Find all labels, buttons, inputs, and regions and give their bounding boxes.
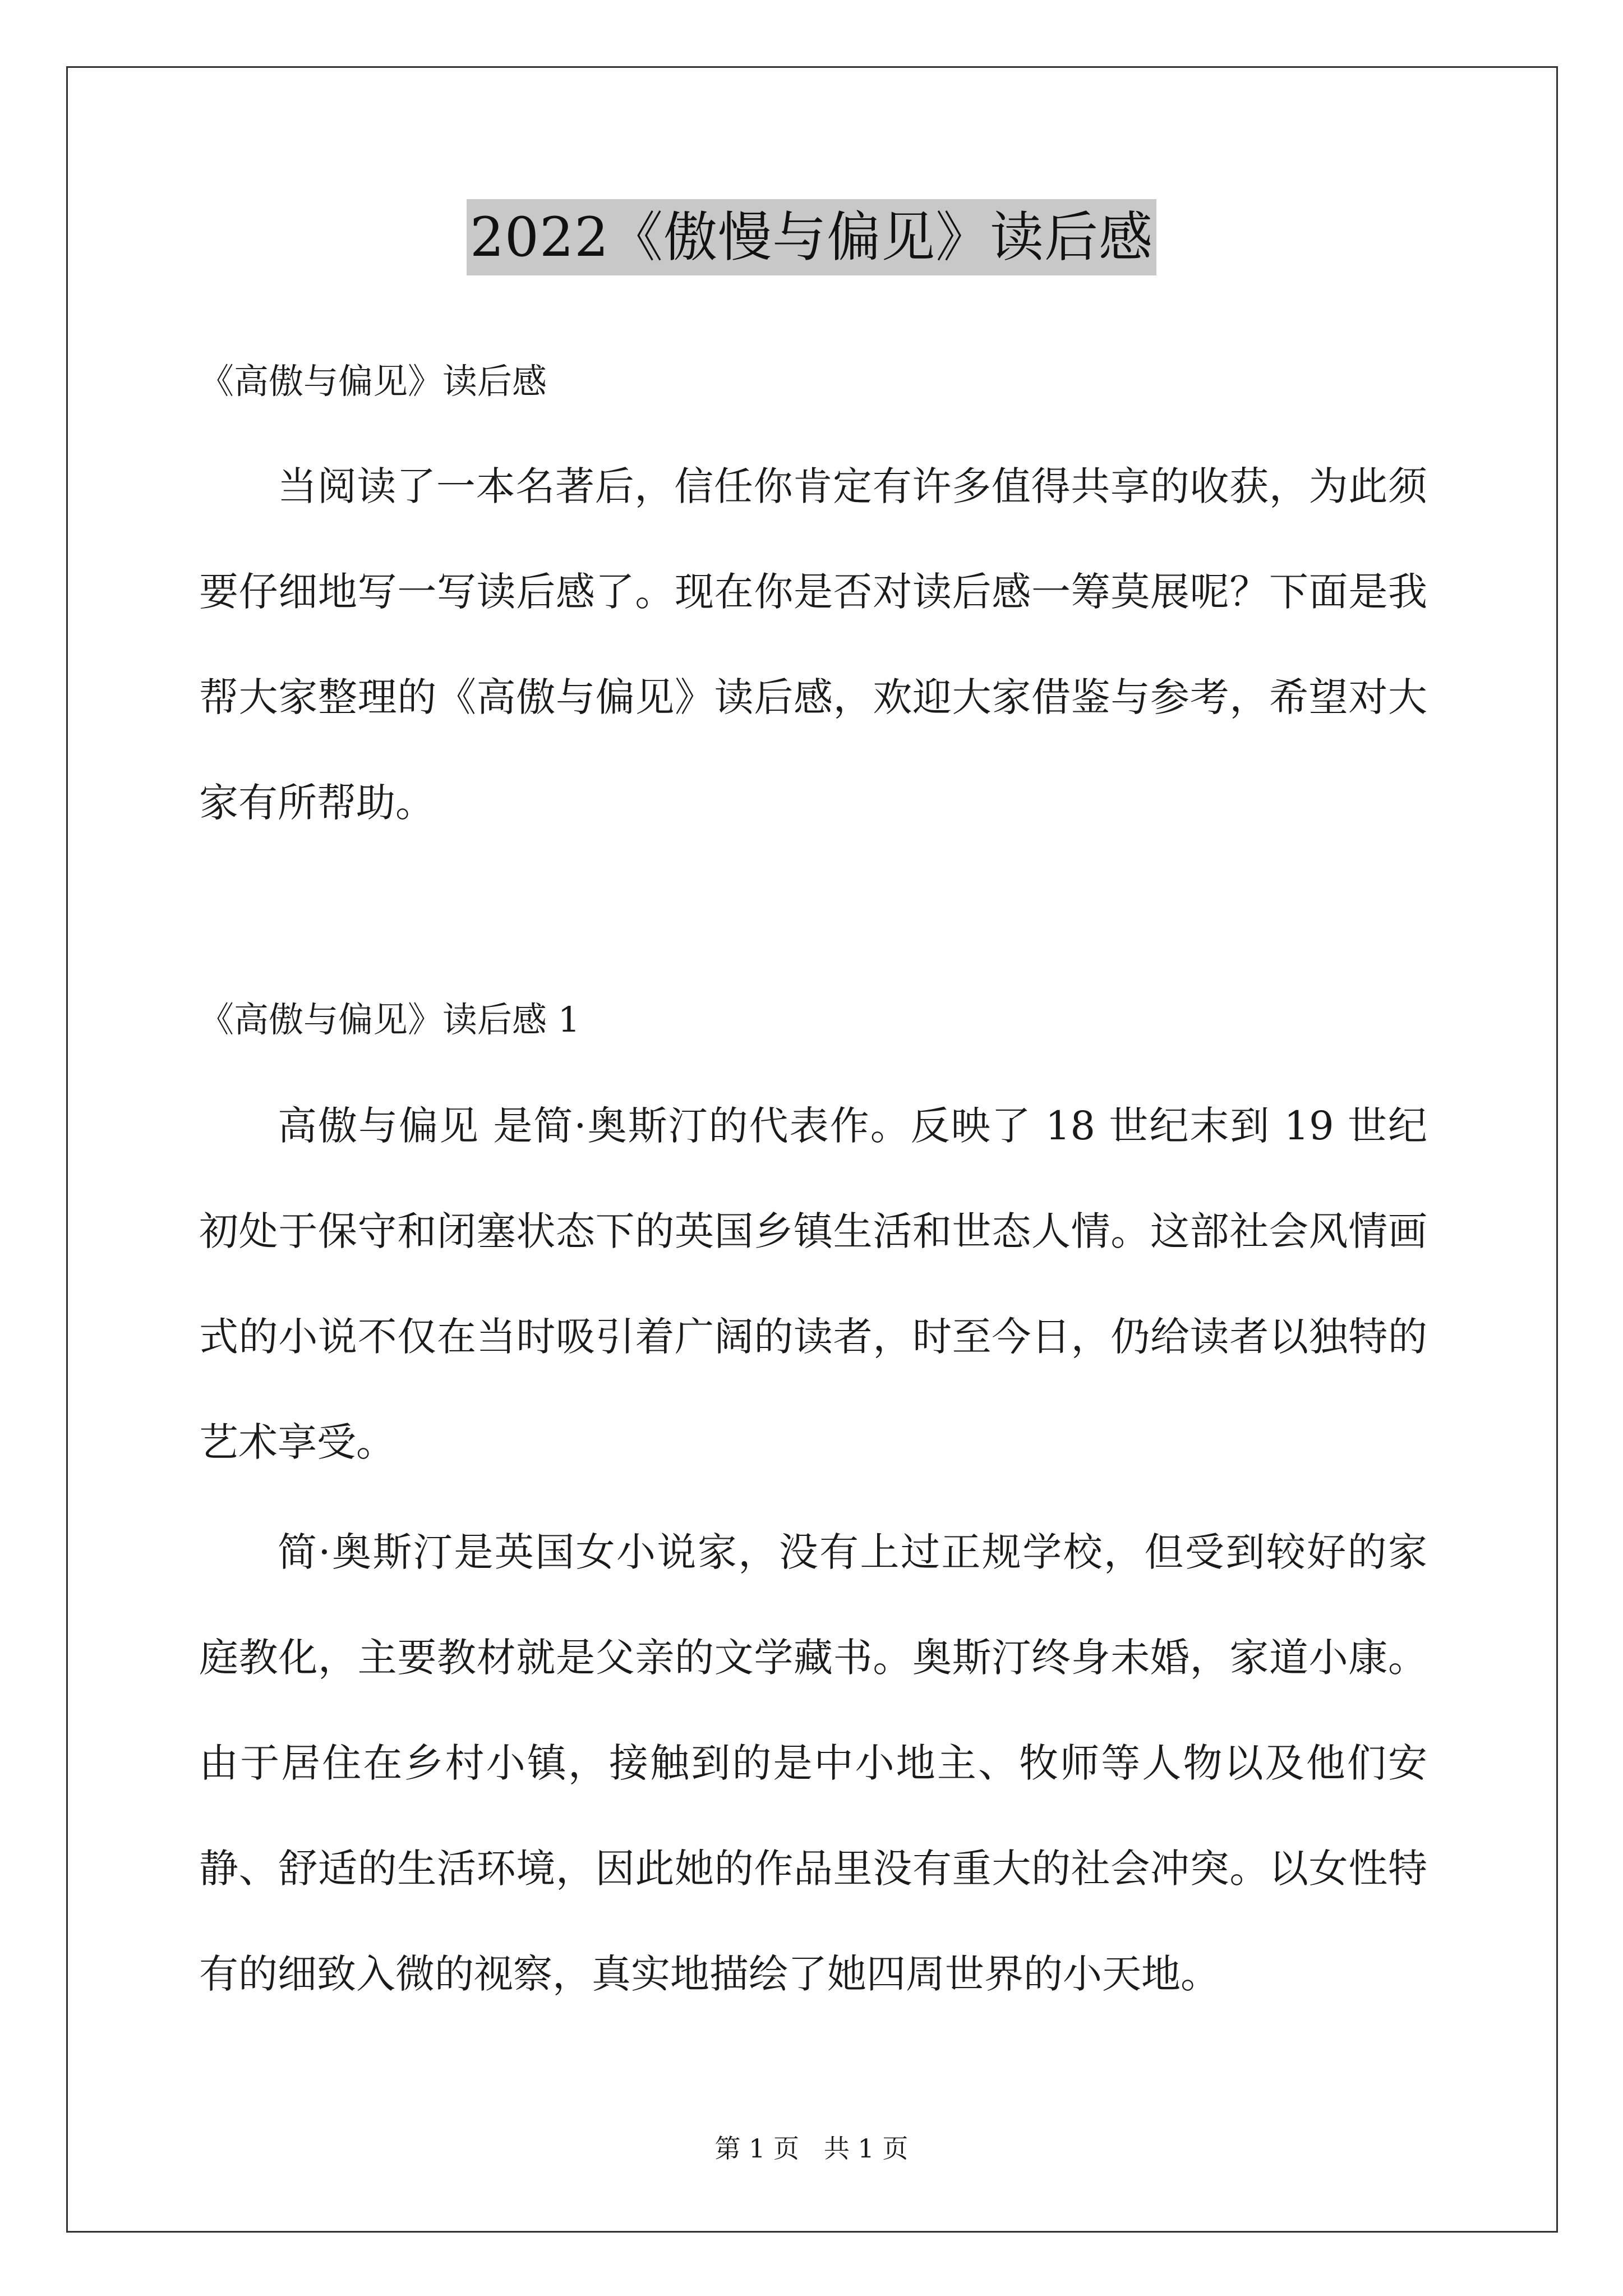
document-title: 2022《傲慢与偏见》读后感 bbox=[467, 199, 1156, 275]
intro-paragraph: 当阅读了一本名著后，信任你肯定有许多值得共享的收获，为此须要仔细地写一写读后感了。现在你是否对读后感一筹莫展呢？下面是我帮大家整理的《高傲与偏见》读后感，欢迎大家借鉴与参考，希望对大家有所帮助。 bbox=[199, 463, 1427, 826]
intro-subheading: 《高傲与偏见》读后感 bbox=[199, 361, 547, 402]
section-subheading: 《高傲与偏见》读后感 1 bbox=[199, 999, 580, 1040]
body-paragraph-2: 简·奥斯汀是英国女小说家，没有上过正规学校，但受到较好的家庭教化，主要教材就是父亲的文学藏书。奥斯汀终身未婚，家道小康。由于居住在乡村小镇，接触到的是中小地主、牧师等人物以及他们安静、舒适的生活环境，因此她的作品里没有重大的社会冲突。以女性特有的细致入微的视察，真实地描绘了她四周世界的小天地。 bbox=[199, 1529, 1427, 1997]
body-paragraph-1: 高傲与偏见 是简·奥斯汀的代表作。反映了 18 世纪末到 19 世纪初处于保守和闭塞状态下的英国乡镇生活和世态人情。这部社会风情画式的小说不仅在当时吸引着广阔的读者，时至今日，仍给读者以独特的艺术享受。 bbox=[199, 1103, 1427, 1465]
title-container bbox=[0, 199, 1623, 275]
page-footer bbox=[0, 2132, 1623, 2165]
page-number-text: 第 1 页 共 1 页 bbox=[714, 2133, 909, 2164]
